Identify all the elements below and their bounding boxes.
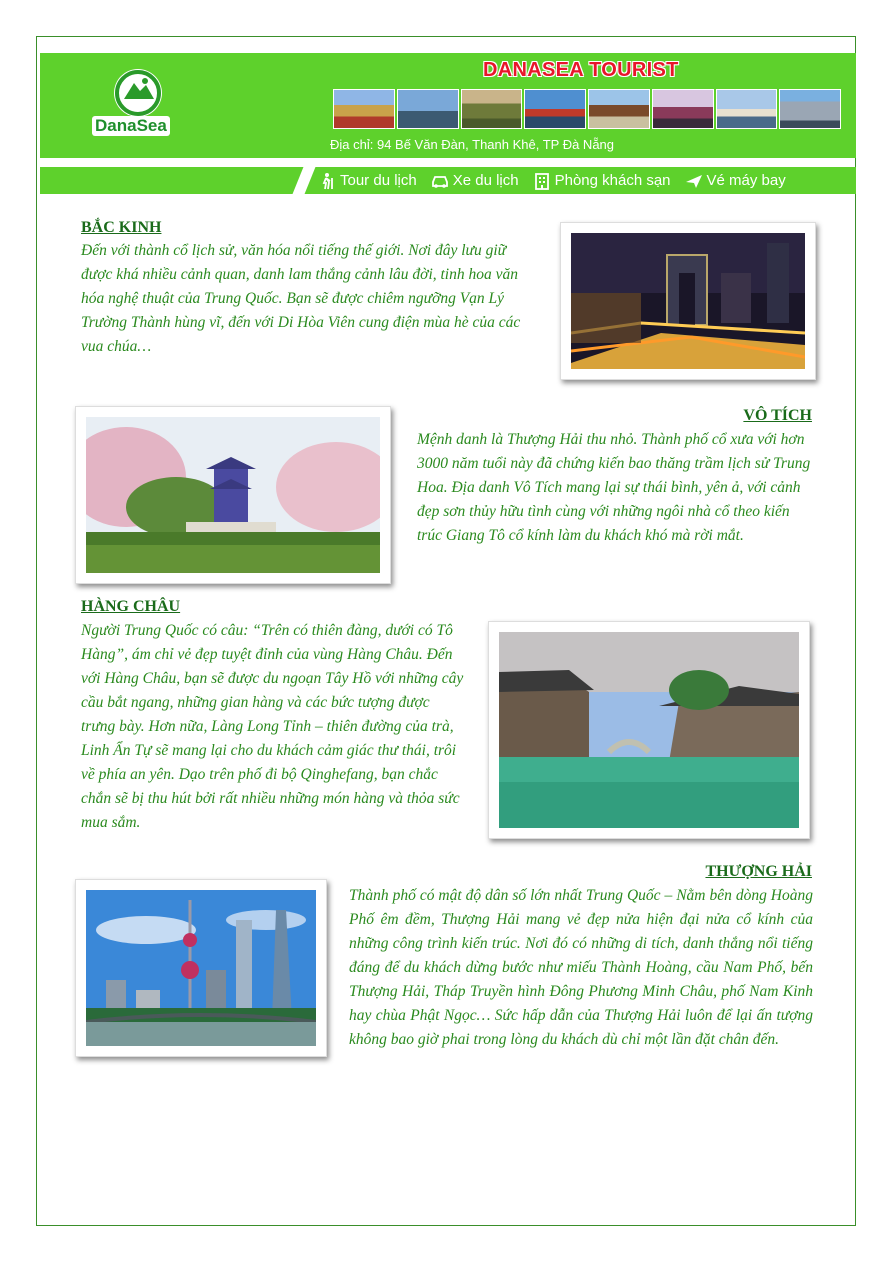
nav-car-label: Xe du lịch [452,172,519,189]
section-body-hang-chau: Người Trung Quốc có câu: “Trên có thiên đàng, dưới có Tô Hàng”, ám chỉ vẻ đẹp tuyệt đỉnh của vùng Hàng Châu. Đến với Hàng Châu, bạn sẽ được du ngoạn Tây Hồ với những cây cầu bắt ngang, những gian hàng và các bức tượng được trưng bày. Hơn nữa, Làng Long Tỉnh – thiên đường của trà, Linh Ẩn Tự sẽ mang lại cho du khách cảm giác thư thái, trôi về phía an yên. Dạo trên phố đi bộ Qinghefang, bạn chắc chắn sẽ bị thu hút bởi rất nhiều những món hàng và thỏa sức mua sắm. [81,622,464,831]
thumbnail [333,89,395,129]
brand-name: DANASEA TOURIST [483,59,679,81]
photo-bac-kinh [560,222,816,380]
nav-tour[interactable] [318,172,417,190]
header-banner [40,53,856,158]
address-text: Địa chỉ: 94 Bế Văn Đàn, Thanh Khê, TP Đà Nẵng [330,137,615,152]
thumbnail [524,89,586,129]
photo-thuong-hai [75,879,327,1057]
nav-hotel-label: Phòng khách sạn [554,172,671,189]
logo-text: DanaSea [92,116,170,136]
section-body-thuong-hai: Thành phố có mật độ dân số lớn nhất Trung Quốc – Nằm bên dòng Hoàng Phố êm đềm, Thượng Hải mang vẻ đẹp nửa hiện đại nửa cổ kính của những công trình kiến trúc. Nơi đó có những di tích, danh thắng nổi tiếng đáng để du khách dừng bước như miếu Thành Hoàng, cầu Nam Phố, bến Thượng Hải, Tháp Truyền hình Đông Phương Minh Châu, phố Nam Kinh hay chùa Phật Ngọc… Sức hấp dẫn của Thượng Hải luôn để lại ấn tượng không bao giờ phai trong lòng du khách dù chỉ một lần đặt chân đến. [349,887,813,1048]
section-title-thuong-hai: THƯỢNG HẢI [705,863,812,880]
thumbnail [716,89,778,129]
thumbnail [652,89,714,129]
nav-flight-label: Vé máy bay [706,172,786,189]
section-title-bac-kinh: BẮC KINH [81,219,162,236]
thumbnail [397,89,459,129]
plane-icon [685,172,703,190]
nav-bar [40,167,856,194]
photo-vo-tich [75,406,391,584]
section-body-bac-kinh: Đến với thành cổ lịch sử, văn hóa nổi tiếng thế giới. Nơi đây lưu giữ được khá nhiều cảnh quan, danh lam thắng cảnh lâu đời, tinh hoa văn hóa nghệ thuật của Trung Quốc. Bạn sẽ được chiêm ngưỡng Vạn Lý Trường Thành hùng vĩ, đến với Di Hòa Viên cung điện mùa hè của các vua chúa… [81,242,521,355]
thumbnail-strip [333,89,841,129]
hotel-icon [533,172,551,190]
car-icon [431,172,449,190]
nav-car[interactable] [431,172,519,190]
nav-flight[interactable] [685,172,786,190]
thumbnail [461,89,523,129]
nav-divider [293,167,316,194]
section-body-vo-tich: Mệnh danh là Thượng Hải thu nhỏ. Thành phố cổ xưa với hơn 3000 năm tuổi này đã chứng kiến bao thăng trầm lịch sử Trung Hoa. Địa danh Vô Tích mang lại sự thái bình, yên ả, với cảnh đẹp sơn thủy hữu tình cùng với những ngôi nhà cổ theo kiến trúc Giang Tô cổ kính làm du khách khó mà rời mắt. [417,431,811,544]
section-title-vo-tich: VÔ TÍCH [743,407,812,424]
photo-hang-chau [488,621,810,839]
thumbnail [779,89,841,129]
thumbnail [588,89,650,129]
nav-tour-label: Tour du lịch [340,172,417,189]
hiker-icon [318,172,336,190]
nav-hotel[interactable] [533,172,671,190]
section-title-hang-chau: HÀNG CHÂU [81,598,181,615]
